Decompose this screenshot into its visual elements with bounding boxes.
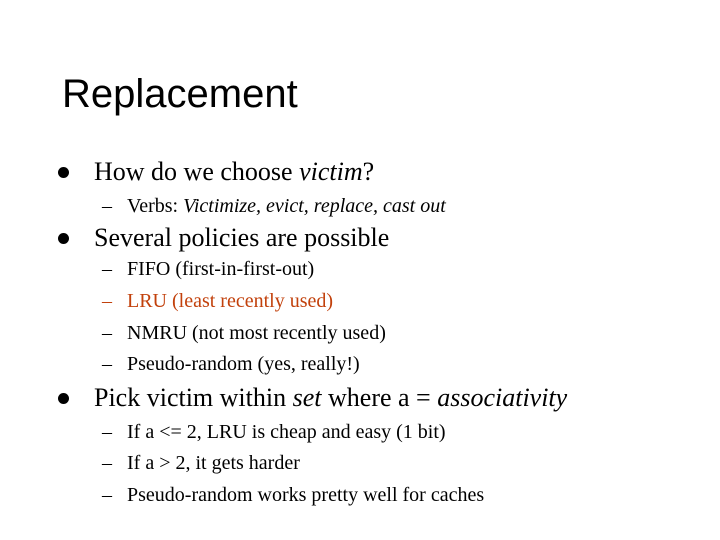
bullet-text <box>94 383 567 413</box>
bullet-text-part: How do we choose <box>94 157 300 186</box>
dash-icon: – <box>102 290 112 312</box>
bullet-dot-icon <box>58 233 69 244</box>
dash-icon: – <box>102 195 112 217</box>
sub-bullet-text: If a <= 2, LRU is cheap and easy (1 bit) <box>127 421 446 443</box>
sub-bullet-text: FIFO (first-in-first-out) <box>127 258 315 280</box>
dash-icon: – <box>102 258 112 280</box>
bullet-emphasis: associativity <box>437 383 568 412</box>
bullet-dot-icon <box>58 393 69 404</box>
bullet-text: Several policies are possible <box>94 223 390 252</box>
bullet-dot-icon <box>58 167 69 178</box>
sub-bullet-text: Pseudo-random works pretty well for caches <box>127 484 485 506</box>
sub-bullet-text: NMRU (not most recently used) <box>127 322 386 344</box>
slide-title: Replacement <box>62 72 298 116</box>
bullet-emphasis: victim <box>299 157 363 186</box>
dash-icon: – <box>102 421 112 443</box>
bullet-text-part: where a = <box>321 383 438 412</box>
dash-icon: – <box>102 452 112 474</box>
sub-bullet-text: If a > 2, it gets harder <box>127 452 300 474</box>
dash-icon: – <box>102 322 112 344</box>
bullet-text-part: ? <box>362 157 375 186</box>
bullet-text <box>94 157 374 187</box>
sub-bullet-text <box>127 194 446 218</box>
bullet-emphasis: set <box>292 383 322 412</box>
dash-icon: – <box>102 484 112 506</box>
dash-icon: – <box>102 353 112 375</box>
sub-bullet-text: LRU (least recently used) <box>127 290 334 312</box>
sub-bullet-emphasis: Victimize, evict, replace, cast out <box>183 195 446 217</box>
sub-bullet-text: Pseudo-random (yes, really!) <box>127 353 360 375</box>
sub-bullet-text-part: Verbs: <box>127 195 184 217</box>
bullet-text-part: Pick victim within <box>94 383 293 412</box>
